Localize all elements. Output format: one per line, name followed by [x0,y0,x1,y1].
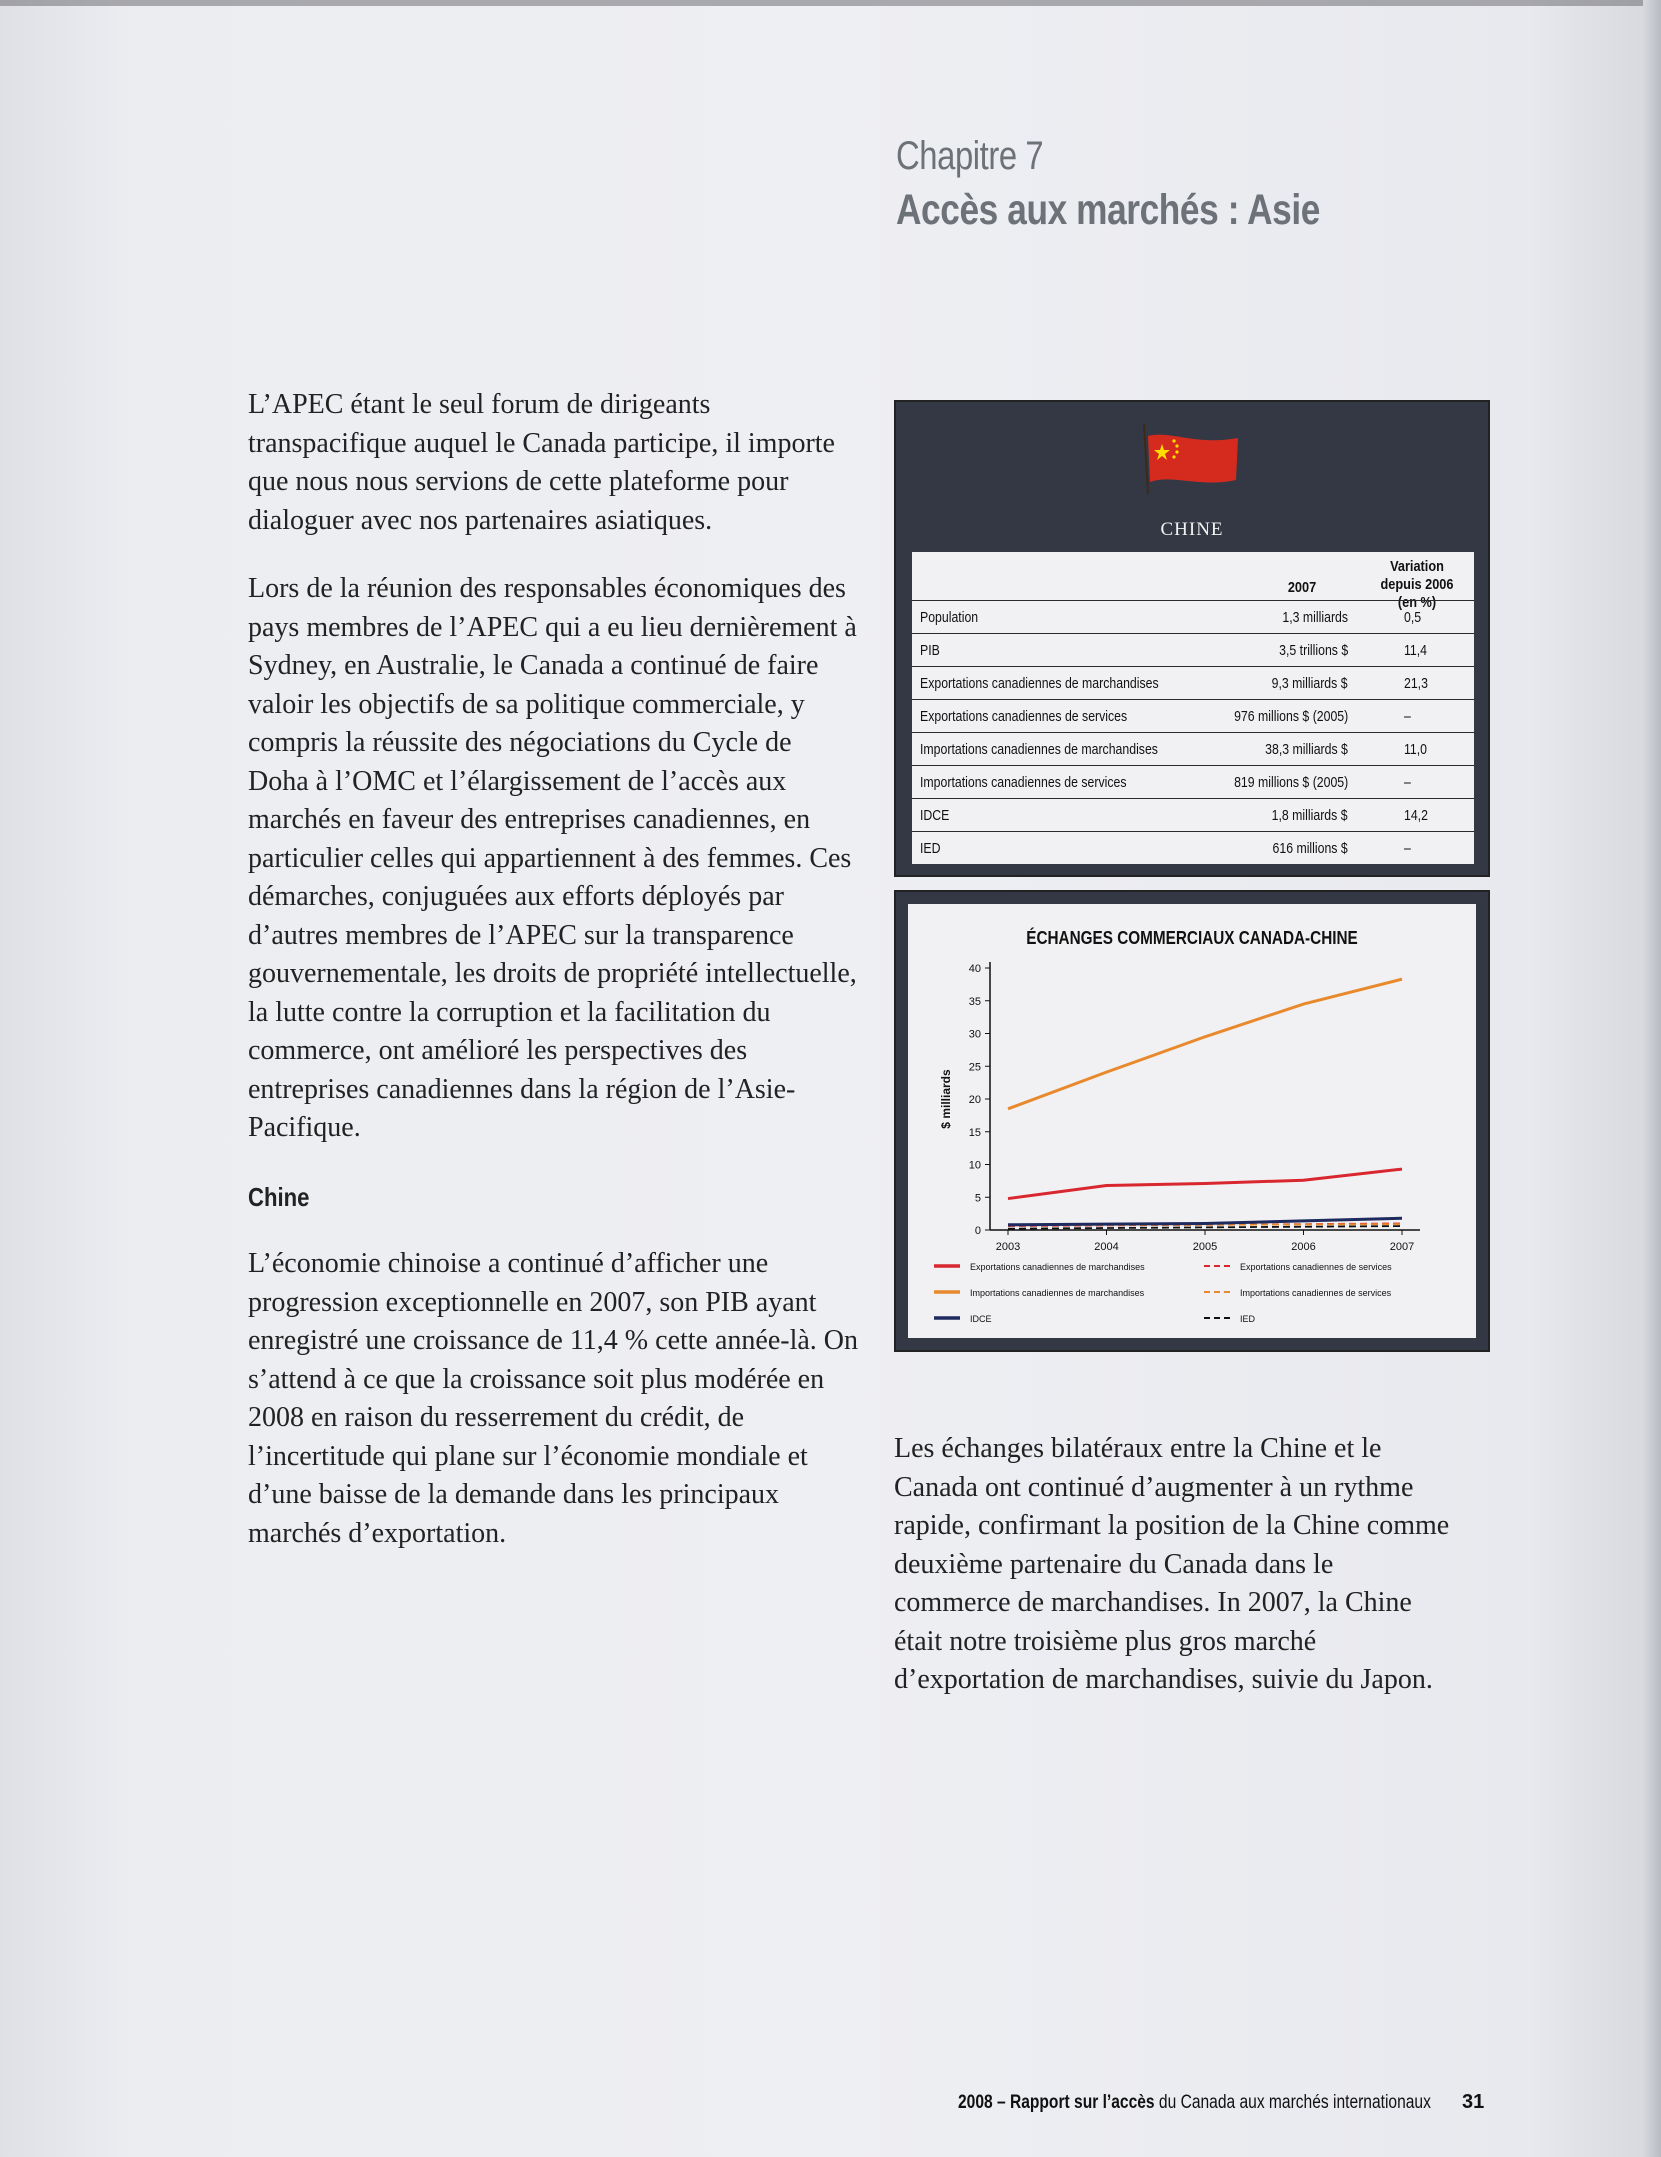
row-change: 14,2 [1404,807,1428,824]
paragraph-bilateral-trade: Les échanges bilatéraux entre la Chine et le Canada ont continué d’augmenter à un rythme rapide, confirmant la position de la Chine comme deuxième partenaire du Canada dans le commerce de marchandises. In 2007, la Chine était notre troisième plus gros marché d’exportation de marchandises, suivie du Japon. [894,1433,1450,1695]
x-tick-label: 2003 [995,1241,1021,1253]
row-value-2007: 976 millions $ (2005) [1233,708,1348,725]
y-tick-label: 35 [968,995,981,1008]
table-row [912,699,1474,733]
series-line-2 [1008,979,1402,1109]
page-number: 31 [1462,2091,1485,2113]
china-flag-icon [1140,424,1240,496]
row-value-2007: 616 millions $ [1272,840,1348,857]
table-header [912,552,1474,611]
row-label: PIB [920,642,940,659]
legend-label: Exportations canadiennes de services [1240,1262,1392,1272]
chart-title: ÉCHANGES COMMERCIAUX CANADA-CHINE [1026,928,1358,948]
y-tick-label: 30 [968,1028,981,1041]
row-label: Exportations canadiennes de marchandises [920,675,1159,692]
page-footer [958,2092,1431,2114]
x-tick-label: 2007 [1389,1241,1415,1253]
row-change: 11,0 [1404,741,1428,758]
table-row [912,765,1474,799]
table-row [912,666,1474,700]
row-label: Importations canadiennes de services [920,774,1127,791]
section-heading-chine: Chine [248,1181,310,1212]
chapter-label: Chapitre 7 [896,134,1044,178]
trade-chart-box [894,890,1490,1352]
row-value-2007: 1,8 milliards $ [1272,807,1348,824]
left-column [248,386,858,1553]
row-value-2007: 3,5 trillions $ [1278,642,1348,659]
trade-line-chart [908,904,1476,1338]
row-label: Population [920,609,979,626]
x-tick-label: 2004 [1094,1241,1119,1253]
row-change: – [1404,708,1411,725]
paragraph-sydney: Lors de la réunion des responsables économiques des pays membres de l’APEC qui a eu lieu dernièrement à Sydney, en Australie, le Canada a continué de faire valoir les objectifs de sa politique commerciale, y compris la réussite des négociations du Cycle de Doha à l’OMC et l’élargissement de l’accès aux marchés en faveur des entreprises canadiennes, en particulier celles qui appartiennent à des femmes. Ces démarches, conjuguées aux efforts déployés par d’autres membres de l’APEC sur la transparence gouvernementale, les droits de propriété intellectuelle, la lutte contre la corruption et la facilitation du commerce, ont amélioré les perspectives des entreprises canadiennes dans la région de l’Asie-Pacifique. [248,573,857,1143]
top-edge [0,0,1661,6]
row-change: 0,5 [1404,609,1422,626]
row-value-2007: 819 millions $ (2005) [1233,774,1348,791]
y-tick-label: 0 [974,1225,981,1237]
legend-label: IED [1240,1314,1256,1324]
table-row [912,732,1474,766]
legend-label: Importations canadiennes de services [1240,1288,1392,1298]
row-value-2007: 9,3 milliards $ [1272,675,1348,692]
row-value-2007: 38,3 milliards $ [1265,741,1348,758]
y-tick-label: 40 [968,963,981,975]
row-label: IED [920,840,941,857]
y-tick-label: 15 [968,1126,981,1139]
paragraph-apec: L’APEC étant le seul forum de dirigeants transpacifique auquel le Canada participe, il importe que nous nous servions de cette plateforme pour dialoguer avec nos partenaires asiatiques. [248,389,835,536]
row-label: Importations canadiennes de marchandises [920,741,1158,758]
x-tick-label: 2006 [1291,1241,1316,1253]
y-tick-label: 25 [968,1061,981,1074]
page-edge [1643,0,1661,2157]
paragraph-china-economy: L’économie chinoise a continué d’afficher une progression exceptionnelle en 2007, son PIB ayant enregistré une croissance de 11,4 % cette année-là. On s’attend à ce que la croissance soit plus modérée en 2008 en raison du resserrement du crédit, de l’incertitude qui plane sur l’économie mondiale et d’une baisse de la demande dans les principaux marchés d’exportation. [248,1248,859,1549]
row-change: 21,3 [1404,675,1428,692]
row-change: – [1404,774,1411,791]
chapter-title: Accès aux marchés : Asie [896,186,1320,234]
chart-panel [908,904,1476,1338]
table-row [912,600,1474,634]
column-header-2007: 2007 [1287,579,1317,596]
row-label: Exportations canadiennes de services [920,708,1128,725]
table-row [912,831,1474,865]
footer-report-subtitle: du Canada aux marchés internationaux [1154,2092,1431,2113]
x-tick-label: 2005 [1192,1241,1218,1253]
country-name: CHINE [1160,519,1224,540]
y-tick-label: 10 [968,1159,981,1172]
column-header-change: Variation depuis 2006 (en %) [1380,558,1454,611]
china-stats-table [912,552,1474,864]
y-axis-label: $ milliards [939,1069,953,1129]
series-line-0 [1008,1169,1402,1198]
legend-label: Exportations canadiennes de marchandises [970,1262,1145,1272]
footer-report-title: 2008 – Rapport sur l’accès [958,2092,1155,2113]
y-tick-label: 20 [968,1094,981,1106]
row-label: IDCE [920,807,950,824]
y-tick-label: 5 [974,1192,981,1205]
legend-label: IDCE [970,1314,992,1324]
row-change: – [1404,840,1411,857]
right-column [894,1430,1454,1700]
china-info-box [894,400,1490,877]
table-row [912,633,1474,667]
legend-label: Importations canadiennes de marchandises [970,1288,1145,1298]
row-change: 11,4 [1404,642,1428,659]
table-row [912,798,1474,832]
row-value-2007: 1,3 milliards [1282,609,1348,626]
